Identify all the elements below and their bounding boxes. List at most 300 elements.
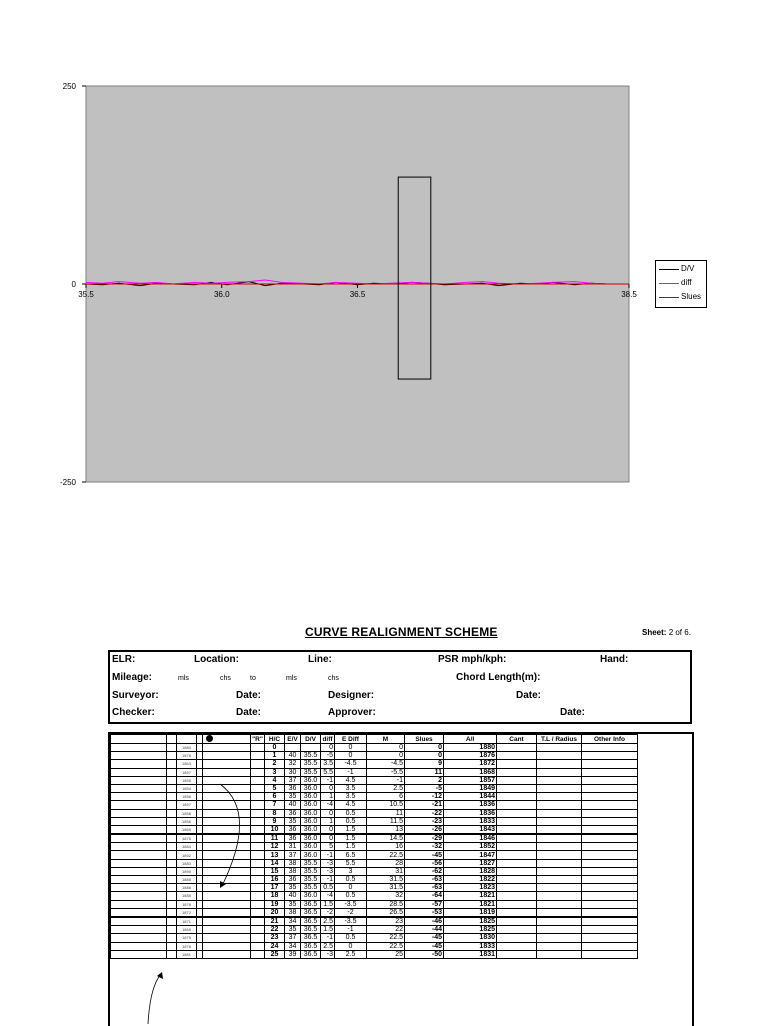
- checker-label: Checker:: [112, 707, 155, 718]
- cell-empty: [167, 950, 177, 958]
- x-tick-label: 35.5: [78, 290, 94, 299]
- cell-diff: 0.5: [321, 884, 335, 892]
- cell-empty: [537, 843, 582, 851]
- cell-slues: -23: [405, 817, 444, 825]
- cell-empty: [537, 793, 582, 801]
- cell-ev: 36: [285, 876, 301, 884]
- cell-m: 14.5: [367, 834, 405, 843]
- cell-slues: -44: [405, 926, 444, 934]
- legend-label-slues: Slues: [681, 292, 702, 301]
- header-ev: E/V: [285, 735, 301, 744]
- cell-m: 11: [367, 809, 405, 817]
- cell-empty: [251, 859, 265, 867]
- cell-empty: [111, 884, 167, 892]
- cell-hc: 6: [265, 793, 285, 801]
- cell-empty: [251, 867, 265, 875]
- cell-dv: 36.0: [301, 784, 321, 792]
- cell-empty: [203, 926, 251, 934]
- table-row: [111, 843, 638, 851]
- cell-empty: [167, 884, 177, 892]
- header-m: M: [367, 735, 405, 744]
- cell-m: 28.5: [367, 900, 405, 908]
- table-row: [111, 784, 638, 792]
- sheet-label: Sheet:: [642, 628, 667, 637]
- cell-empty: [167, 859, 177, 867]
- cell-empty: [251, 942, 265, 950]
- cell-m: 25: [367, 950, 405, 958]
- cell-slues: 0: [405, 752, 444, 760]
- cell-empty: [111, 776, 167, 784]
- cell-empty: [203, 752, 251, 760]
- chart: [0, 0, 768, 500]
- cell-empty: [203, 776, 251, 784]
- cell-empty: [111, 809, 167, 817]
- cell-empty: [203, 801, 251, 809]
- legend-item-dv: [656, 264, 706, 275]
- cell-empty: [203, 892, 251, 900]
- x-tick-label: 38.5: [621, 290, 637, 299]
- cell-empty: [111, 876, 167, 884]
- cell-empty: [111, 917, 167, 926]
- cell-empty: [167, 834, 177, 843]
- cell-dv: 36.5: [301, 934, 321, 942]
- cell-empty: [582, 859, 638, 867]
- cell-empty: [251, 834, 265, 843]
- cell-empty: [111, 744, 167, 752]
- cell-empty: [111, 934, 167, 942]
- cell-ai: 1876: [444, 752, 497, 760]
- table-row: [111, 768, 638, 776]
- x-tick-label: 36.5: [349, 290, 366, 299]
- mls-unit-2: mls: [286, 675, 297, 682]
- cell-empty: [497, 801, 537, 809]
- cell-diff: 0: [321, 809, 335, 817]
- cell-empty: [497, 884, 537, 892]
- cell-hc: 25: [265, 950, 285, 958]
- cell-empty: [167, 744, 177, 752]
- cell-ediff: 0: [335, 744, 367, 752]
- table-row: [111, 950, 638, 958]
- header-hc: H/C: [265, 735, 285, 744]
- cell-empty: [111, 851, 167, 859]
- cell-empty: [251, 784, 265, 792]
- cell-empty: [582, 843, 638, 851]
- cell-empty: [111, 859, 167, 867]
- cell-small: 1886: [177, 884, 197, 892]
- cell-dv: 36.0: [301, 817, 321, 825]
- cell-dv: 35.5: [301, 859, 321, 867]
- cell-hc: 9: [265, 817, 285, 825]
- cell-slues: -56: [405, 859, 444, 867]
- cell-empty: [203, 917, 251, 926]
- cell-dv: 35.5: [301, 768, 321, 776]
- chord-length-label: Chord Length(m):: [456, 672, 541, 683]
- cell-empty: [537, 876, 582, 884]
- cell-ai: 1831: [444, 950, 497, 958]
- cell-m: 28: [367, 859, 405, 867]
- legend-swatch-diff: [659, 283, 679, 284]
- form-title: CURVE REALIGNMENT SCHEME: [305, 625, 498, 639]
- cell-empty: [203, 744, 251, 752]
- cell-slues: -46: [405, 917, 444, 926]
- cell-ediff: -1: [335, 926, 367, 934]
- cell-empty: [582, 884, 638, 892]
- cell-ediff: 0.5: [335, 876, 367, 884]
- cell-dv: 36.5: [301, 926, 321, 934]
- header-other-info: Other Info: [582, 735, 638, 744]
- cell-ediff: 0: [335, 884, 367, 892]
- cell-dv: 36.0: [301, 892, 321, 900]
- cell-ev: 36: [285, 809, 301, 817]
- cell-m: 10.5: [367, 801, 405, 809]
- cell-empty: [497, 760, 537, 768]
- table-row: [111, 926, 638, 934]
- cell-empty: [537, 776, 582, 784]
- cell-dv: 36.5: [301, 908, 321, 917]
- cell-ev: 37: [285, 776, 301, 784]
- table-row: [111, 793, 638, 801]
- location-label: Location:: [194, 654, 239, 665]
- chs-unit-2: chs: [328, 675, 339, 682]
- cell-ev: 40: [285, 801, 301, 809]
- cell-empty: [111, 784, 167, 792]
- cell-empty: [497, 843, 537, 851]
- cell-small: 1876: [177, 752, 197, 760]
- cell-empty: [497, 793, 537, 801]
- cell-ediff: 6.5: [335, 851, 367, 859]
- cell-diff: 1.5: [321, 900, 335, 908]
- cell-empty: [203, 900, 251, 908]
- approver-label: Approver:: [328, 707, 376, 718]
- cell-hc: 5: [265, 784, 285, 792]
- y-tick-label: -250: [59, 478, 76, 487]
- cell-empty: [582, 760, 638, 768]
- cell-ai: 1836: [444, 801, 497, 809]
- cell-hc: 1: [265, 752, 285, 760]
- cell-slues: -50: [405, 950, 444, 958]
- cell-ai: 1827: [444, 859, 497, 867]
- cell-empty: [167, 851, 177, 859]
- cell-empty: [111, 950, 167, 958]
- cell-empty: [582, 776, 638, 784]
- cell-ai: 1823: [444, 884, 497, 892]
- cell-empty: [251, 809, 265, 817]
- data-table: [110, 734, 638, 959]
- cell-empty: [167, 825, 177, 834]
- cell-empty: [111, 768, 167, 776]
- cell-ediff: 0.5: [335, 934, 367, 942]
- cell-ai: 1847: [444, 851, 497, 859]
- y-tick-label: 250: [62, 82, 76, 91]
- cell-small: 1883: [177, 859, 197, 867]
- hand-label: Hand:: [600, 654, 629, 665]
- cell-diff: 1: [321, 817, 335, 825]
- cell-empty: [203, 760, 251, 768]
- cell-hc: 15: [265, 867, 285, 875]
- cell-empty: [111, 817, 167, 825]
- cell-ediff: -3.5: [335, 900, 367, 908]
- cell-empty: [537, 784, 582, 792]
- cell-small: 1878: [177, 942, 197, 950]
- cell-empty: [203, 867, 251, 875]
- cell-empty: [111, 867, 167, 875]
- header-slues: Slues: [405, 735, 444, 744]
- header-blank-2: [167, 735, 177, 744]
- cell-ediff: 1.5: [335, 834, 367, 843]
- cell-empty: [537, 801, 582, 809]
- cell-m: 22.5: [367, 942, 405, 950]
- cell-dv: 36.0: [301, 809, 321, 817]
- table-row: [111, 900, 638, 908]
- cell-empty: [111, 926, 167, 934]
- cell-ev: 31: [285, 843, 301, 851]
- cell-diff: -3: [321, 859, 335, 867]
- cell-hc: 2: [265, 760, 285, 768]
- cell-m: 22: [367, 926, 405, 934]
- cell-empty: [537, 908, 582, 917]
- cell-slues: -12: [405, 793, 444, 801]
- cell-ev: 36: [285, 825, 301, 834]
- cell-diff: -3: [321, 867, 335, 875]
- cell-m: -5.5: [367, 768, 405, 776]
- cell-ediff: 0: [335, 752, 367, 760]
- cell-empty: [537, 809, 582, 817]
- cell-ediff: 1.5: [335, 825, 367, 834]
- legend-swatch-dv: [659, 269, 679, 270]
- cell-empty: [497, 834, 537, 843]
- cell-empty: [111, 942, 167, 950]
- cell-small: 1884: [177, 843, 197, 851]
- cell-ai: 1825: [444, 926, 497, 934]
- cell-empty: [582, 867, 638, 875]
- cell-empty: [251, 801, 265, 809]
- cell-ediff: 0.5: [335, 809, 367, 817]
- cell-empty: [497, 768, 537, 776]
- cell-hc: 10: [265, 825, 285, 834]
- cell-empty: [497, 752, 537, 760]
- cell-empty: [497, 917, 537, 926]
- cell-empty: [203, 934, 251, 942]
- header-ai: A/I: [444, 735, 497, 744]
- cell-diff: 0: [321, 784, 335, 792]
- sheet-value: 2 of 6.: [668, 628, 691, 637]
- cell-hc: 22: [265, 926, 285, 934]
- cell-empty: [167, 867, 177, 875]
- cell-empty: [582, 834, 638, 843]
- cell-m: 31.5: [367, 876, 405, 884]
- cell-empty: [537, 859, 582, 867]
- cell-empty: [203, 843, 251, 851]
- table-row: [111, 744, 638, 752]
- cell-ev: 37: [285, 851, 301, 859]
- cell-empty: [167, 908, 177, 917]
- cell-ediff: 4.5: [335, 801, 367, 809]
- y-tick-label: 0: [71, 280, 76, 289]
- table-row: [111, 809, 638, 817]
- table-row: [111, 851, 638, 859]
- cell-empty: [582, 784, 638, 792]
- cell-ev: 35: [285, 900, 301, 908]
- cell-m: 16: [367, 843, 405, 851]
- cell-ev: 40: [285, 892, 301, 900]
- cell-dv: 36.0: [301, 834, 321, 843]
- cell-slues: -32: [405, 843, 444, 851]
- cell-small: 1854: [177, 784, 197, 792]
- cell-hc: 24: [265, 942, 285, 950]
- cell-slues: -29: [405, 834, 444, 843]
- cell-slues: 9: [405, 760, 444, 768]
- cell-empty: [497, 851, 537, 859]
- cell-m: 26.5: [367, 908, 405, 917]
- chs-unit-1: chs: [220, 675, 231, 682]
- header-tl-radius: T.L / Radius: [537, 735, 582, 744]
- cell-empty: [251, 908, 265, 917]
- table-row: [111, 908, 638, 917]
- cell-empty: [497, 892, 537, 900]
- cell-ev: 34: [285, 942, 301, 950]
- cell-slues: -63: [405, 876, 444, 884]
- cell-ediff: 0.5: [335, 817, 367, 825]
- cell-small: 1878: [177, 900, 197, 908]
- cell-diff: -1: [321, 851, 335, 859]
- psr-label: PSR mph/kph:: [438, 654, 507, 665]
- cell-empty: [203, 793, 251, 801]
- cell-empty: [582, 934, 638, 942]
- cell-hc: 14: [265, 859, 285, 867]
- cell-ediff: -4.5: [335, 760, 367, 768]
- cell-diff: -4: [321, 801, 335, 809]
- elr-label: ELR:: [112, 654, 136, 665]
- cell-diff: 5.5: [321, 768, 335, 776]
- designer-date-label: Date:: [516, 690, 542, 701]
- cell-m: 6: [367, 793, 405, 801]
- cell-ai: 1836: [444, 809, 497, 817]
- cell-m: 13: [367, 825, 405, 834]
- cell-empty: [167, 760, 177, 768]
- cell-ev: 38: [285, 859, 301, 867]
- cell-small: 1885: [177, 892, 197, 900]
- cell-hc: 3: [265, 768, 285, 776]
- cell-empty: [251, 917, 265, 926]
- cell-diff: 5: [321, 843, 335, 851]
- cell-m: 23: [367, 917, 405, 926]
- cell-empty: [251, 934, 265, 942]
- cell-dv: 36.0: [301, 825, 321, 834]
- surveyor-date-label: Date:: [236, 690, 262, 701]
- designer-label: Designer:: [328, 690, 375, 701]
- cell-ai: 1833: [444, 942, 497, 950]
- cell-slues: -53: [405, 908, 444, 917]
- cell-ediff: -1: [335, 768, 367, 776]
- cell-dv: 35.5: [301, 884, 321, 892]
- cell-ev: 35: [285, 884, 301, 892]
- header-dv: D/V: [301, 735, 321, 744]
- cell-empty: [537, 950, 582, 958]
- cell-empty: [111, 793, 167, 801]
- cell-empty: [582, 917, 638, 926]
- cell-slues: 2: [405, 776, 444, 784]
- cell-diff: -3: [321, 950, 335, 958]
- cell-small: 1857: [177, 768, 197, 776]
- cell-m: 2.5: [367, 784, 405, 792]
- cell-empty: [537, 867, 582, 875]
- cell-diff: 0: [321, 834, 335, 843]
- cell-empty: [537, 942, 582, 950]
- cell-hc: 11: [265, 834, 285, 843]
- cell-empty: [203, 851, 251, 859]
- table-row: [111, 801, 638, 809]
- table-row: [111, 817, 638, 825]
- cell-empty: [203, 859, 251, 867]
- cell-empty: [167, 917, 177, 926]
- cell-dv: 36.0: [301, 843, 321, 851]
- cell-diff: 2.5: [321, 942, 335, 950]
- cell-empty: [167, 817, 177, 825]
- x-tick-label: 36.0: [213, 290, 230, 299]
- cell-empty: [111, 752, 167, 760]
- cell-empty: [203, 825, 251, 834]
- table-row: [111, 859, 638, 867]
- cell-diff: -4: [321, 892, 335, 900]
- cell-dv: 36.0: [301, 793, 321, 801]
- cell-empty: [537, 900, 582, 908]
- cell-m: 0: [367, 752, 405, 760]
- table-row: [111, 934, 638, 942]
- cell-m: 22.5: [367, 934, 405, 942]
- cell-ai: 1872: [444, 760, 497, 768]
- cell-empty: [497, 776, 537, 784]
- cell-empty: [582, 950, 638, 958]
- data-grid: [108, 732, 694, 1026]
- cell-empty: [582, 817, 638, 825]
- legend-item-diff: [656, 278, 706, 289]
- cell-diff: 1.5: [321, 926, 335, 934]
- header-r: "R": [252, 735, 263, 743]
- cell-ediff: 3: [335, 867, 367, 875]
- cell-dv: 35.5: [301, 760, 321, 768]
- table-row: [111, 867, 638, 875]
- cell-empty: [167, 900, 177, 908]
- cell-empty: [582, 851, 638, 859]
- cell-ev: 35: [285, 817, 301, 825]
- cell-ev: 38: [285, 908, 301, 917]
- cell-diff: -5: [321, 752, 335, 760]
- cell-small: 1871: [177, 917, 197, 926]
- cell-empty: [203, 876, 251, 884]
- cell-ediff: 0.5: [335, 892, 367, 900]
- table-row: [111, 760, 638, 768]
- cell-empty: [582, 876, 638, 884]
- cell-ediff: 3.5: [335, 784, 367, 792]
- cell-empty: [251, 776, 265, 784]
- cell-empty: [537, 917, 582, 926]
- checker-date-label: Date:: [236, 707, 262, 718]
- header-diff: diff: [322, 735, 333, 743]
- cell-ev: [285, 744, 301, 752]
- cell-ediff: 0: [335, 942, 367, 950]
- cell-empty: [167, 793, 177, 801]
- cell-empty: [167, 926, 177, 934]
- cell-empty: [251, 793, 265, 801]
- cell-hc: 20: [265, 908, 285, 917]
- cell-hc: 21: [265, 917, 285, 926]
- cell-ediff: 5.5: [335, 859, 367, 867]
- cell-empty: [537, 825, 582, 834]
- table-row: [111, 825, 638, 834]
- cell-ev: 35: [285, 793, 301, 801]
- cell-hc: 4: [265, 776, 285, 784]
- cell-empty: [582, 801, 638, 809]
